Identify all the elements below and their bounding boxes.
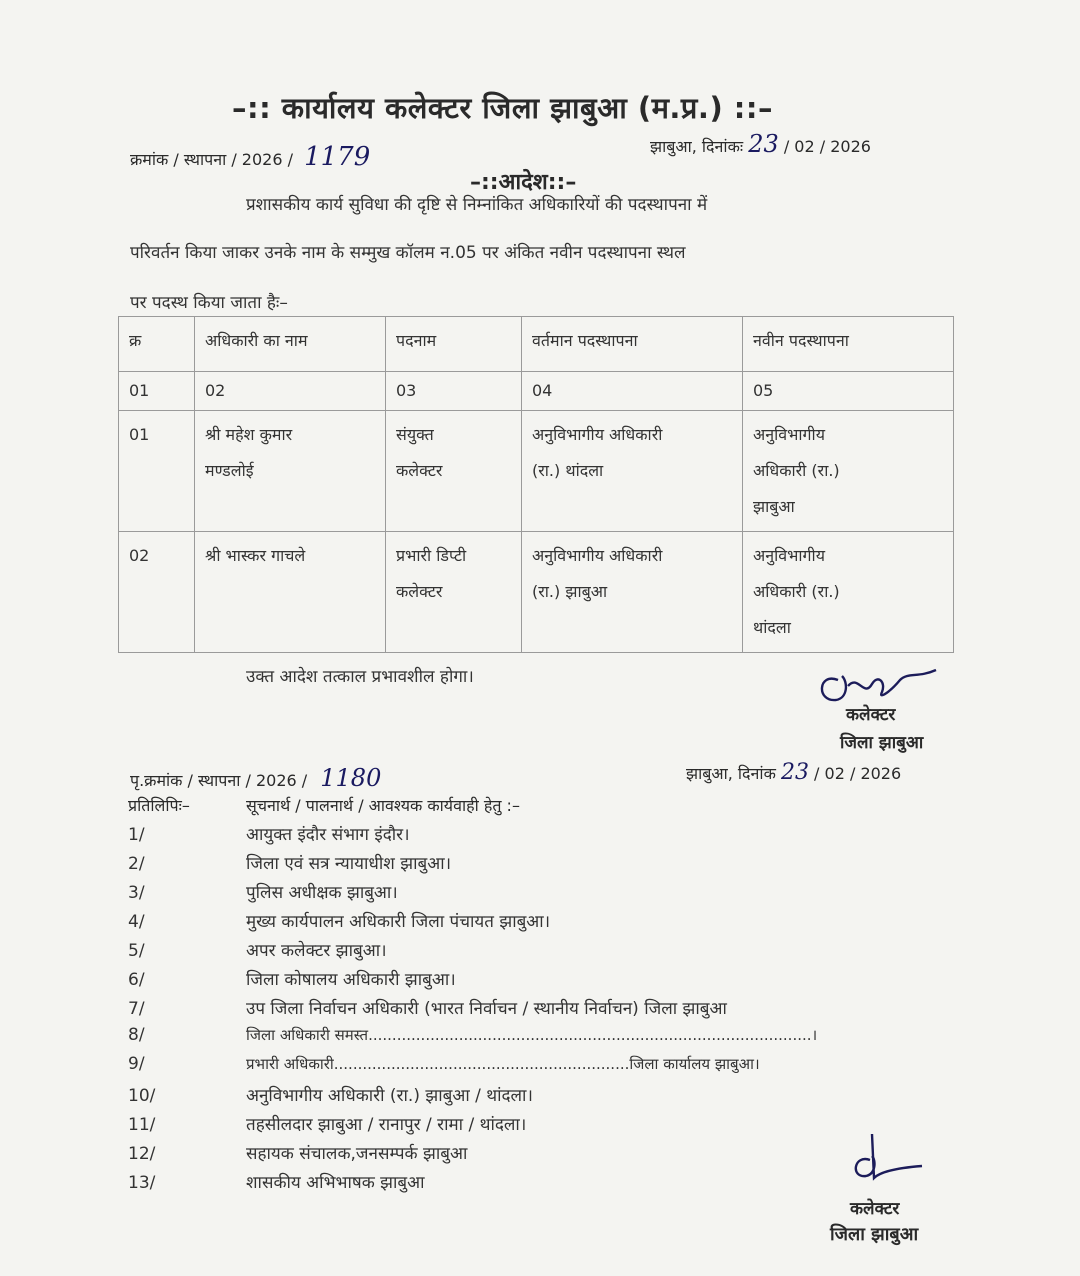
signature-2-image xyxy=(836,1128,936,1188)
row-designation xyxy=(386,532,522,653)
current-posting-line: अनुविभागीय अधिकारी xyxy=(532,546,663,565)
endorsement-number-handwritten: 1180 xyxy=(320,764,382,792)
list-item xyxy=(128,1054,760,1074)
row-current-posting xyxy=(522,532,743,653)
designation-line: कलेक्टर xyxy=(396,582,443,601)
signature-1-district: जिला झाबुआ xyxy=(840,733,924,753)
list-item-text: प्रभारी अधिकारी..............................................................जिला कार्यालय झाबुआ। xyxy=(246,1055,760,1073)
header-serial: क्र xyxy=(119,317,195,372)
list-item-number: 5/ xyxy=(128,941,145,961)
list-item-text: पुलिस अधीक्षक झाबुआ। xyxy=(246,883,398,903)
table-row xyxy=(119,411,954,532)
designation-line: कलेक्टर xyxy=(396,461,443,480)
list-item xyxy=(128,938,387,961)
list-item-number: 8/ xyxy=(128,1025,145,1045)
table-column-number-row xyxy=(119,372,954,411)
order-title: –::आदेश::– xyxy=(470,170,577,195)
list-item-text: आयुक्त इंदौर संभाग इंदौर। xyxy=(246,825,410,845)
list-item-number: 1/ xyxy=(128,825,145,845)
current-posting-line: (रा.) थांदला xyxy=(532,461,604,480)
endorsement-number-prefix: पृ.क्रमांक / स्थापना / 2026 / xyxy=(130,771,308,790)
list-item xyxy=(128,822,410,845)
order-paragraph-line-3: पर पदस्थ किया जाता हैः– xyxy=(130,293,288,313)
list-item-text: जिला अधिकारी समस्त.............................................................................................। xyxy=(246,1026,818,1044)
order-paragraph-line-2: परिवर्तन किया जाकर उनके नाम के सम्मुख कॉलम न.05 पर अंकित नवीन पदस्थापना स्थल xyxy=(130,243,686,263)
column-number: 05 xyxy=(743,372,954,411)
list-item-text: शासकीय अभिभाषक झाबुआ xyxy=(246,1173,425,1193)
list-item xyxy=(128,1141,467,1164)
column-number: 02 xyxy=(195,372,386,411)
new-posting-line: अनुविभागीय xyxy=(753,425,825,444)
list-item-number: 7/ xyxy=(128,999,145,1019)
current-posting-line: (रा.) झाबुआ xyxy=(532,582,608,601)
list-item xyxy=(128,1170,425,1193)
list-item xyxy=(128,880,398,903)
new-posting-line: अधिकारी (रा.) xyxy=(753,582,840,601)
list-item-number: 10/ xyxy=(128,1086,156,1106)
order-date-rest: / 02 / 2026 xyxy=(783,137,871,156)
row-serial: 02 xyxy=(119,532,195,653)
table-header-row xyxy=(119,317,954,372)
row-officer-name xyxy=(195,532,386,653)
list-item-number: 12/ xyxy=(128,1144,156,1164)
column-number: 04 xyxy=(522,372,743,411)
endorsement-date-line xyxy=(686,760,901,785)
row-current-posting xyxy=(522,411,743,532)
list-item-text: अनुविभागीय अधिकारी (रा.) झाबुआ / थांदला। xyxy=(246,1086,533,1106)
transfer-table xyxy=(118,316,954,653)
signature-2-title: कलेक्टर xyxy=(850,1199,900,1219)
effect-statement: उक्त आदेश तत्काल प्रभावशील होगा। xyxy=(246,667,474,687)
list-item-text: उप जिला निर्वाचन अधिकारी (भारत निर्वाचन / स्थानीय निर्वाचन) जिला झाबुआ xyxy=(246,999,727,1019)
row-new-posting xyxy=(743,411,954,532)
header-designation: पदनाम xyxy=(386,317,522,372)
list-item xyxy=(128,851,451,874)
name-line: श्री भास्कर गाचले xyxy=(205,546,306,565)
endorsement-date-day-handwritten: 23 xyxy=(780,760,809,785)
order-date-day-handwritten: 23 xyxy=(748,130,779,158)
order-date-prefix: झाबुआ, दिनांकः xyxy=(650,137,744,156)
list-item xyxy=(128,996,727,1019)
copy-purpose: सूचनार्थ / पालनार्थ / आवश्यक कार्यवाही हेतु :– xyxy=(246,796,520,815)
list-item-number: 2/ xyxy=(128,854,145,874)
new-posting-line: झाबुआ xyxy=(753,497,795,516)
list-item-number: 13/ xyxy=(128,1173,156,1193)
order-paragraph-line-1: प्रशासकीय कार्य सुविधा की दृष्टि से निम्नांकित अधिकारियों की पदस्थापना में xyxy=(246,195,708,215)
endorsement-number-line xyxy=(130,764,381,792)
table-row xyxy=(119,532,954,653)
row-serial: 01 xyxy=(119,411,195,532)
new-posting-line: थांदला xyxy=(753,618,791,637)
order-number-prefix: क्रमांक / स्थापना / 2026 / xyxy=(130,150,293,169)
new-posting-line: अनुविभागीय xyxy=(753,546,825,565)
order-date-line xyxy=(650,130,871,158)
list-item xyxy=(128,1112,526,1135)
list-item-text: मुख्य कार्यपालन अधिकारी जिला पंचायत झाबुआ। xyxy=(246,912,551,932)
list-item-number: 9/ xyxy=(128,1054,145,1074)
header-officer-name: अधिकारी का नाम xyxy=(195,317,386,372)
list-item-number: 3/ xyxy=(128,883,145,903)
list-item xyxy=(128,967,456,990)
list-item-text: जिला एवं सत्र न्यायाधीश झाबुआ। xyxy=(246,854,452,874)
column-number: 03 xyxy=(386,372,522,411)
list-item xyxy=(128,1083,533,1106)
row-officer-name xyxy=(195,411,386,532)
endorsement-date-rest: / 02 / 2026 xyxy=(814,764,902,783)
endorsement-date-prefix: झाबुआ, दिनांक xyxy=(686,764,776,783)
signature-1-title: कलेक्टर xyxy=(846,705,896,725)
copy-label: प्रतिलिपिः– xyxy=(128,796,190,815)
column-number: 01 xyxy=(119,372,195,411)
order-number-handwritten: 1179 xyxy=(304,142,371,172)
list-item-text: तहसीलदार झाबुआ / रानापुर / रामा / थांदला। xyxy=(246,1115,527,1135)
designation-line: संयुक्त xyxy=(396,425,434,444)
row-designation xyxy=(386,411,522,532)
list-item-text: अपर कलेक्टर झाबुआ। xyxy=(246,941,387,961)
office-title: –:: कार्यालय कलेक्टर जिला झाबुआ (म.प्र.) ::– xyxy=(232,91,773,125)
list-item-number: 6/ xyxy=(128,970,145,990)
order-number-line xyxy=(130,142,370,172)
name-line: मण्डलोई xyxy=(205,461,254,480)
name-line: श्री महेश कुमार xyxy=(205,425,293,444)
list-item xyxy=(128,909,550,932)
current-posting-line: अनुविभागीय अधिकारी xyxy=(532,425,663,444)
header-new-posting: नवीन पदस्थापना xyxy=(743,317,954,372)
new-posting-line: अधिकारी (रा.) xyxy=(753,461,840,480)
header-current-posting: वर्तमान पदस्थापना xyxy=(522,317,743,372)
signature-2-district: जिला झाबुआ xyxy=(830,1224,919,1245)
designation-line: प्रभारी डिप्टी xyxy=(396,546,467,565)
list-item-number: 4/ xyxy=(128,912,145,932)
list-item-text: जिला कोषालय अधिकारी झाबुआ। xyxy=(246,970,456,990)
list-item xyxy=(128,1025,817,1045)
row-new-posting xyxy=(743,532,954,653)
list-item-number: 11/ xyxy=(128,1115,156,1135)
list-item-text: सहायक संचालक,जनसम्पर्क झाबुआ xyxy=(246,1144,468,1164)
